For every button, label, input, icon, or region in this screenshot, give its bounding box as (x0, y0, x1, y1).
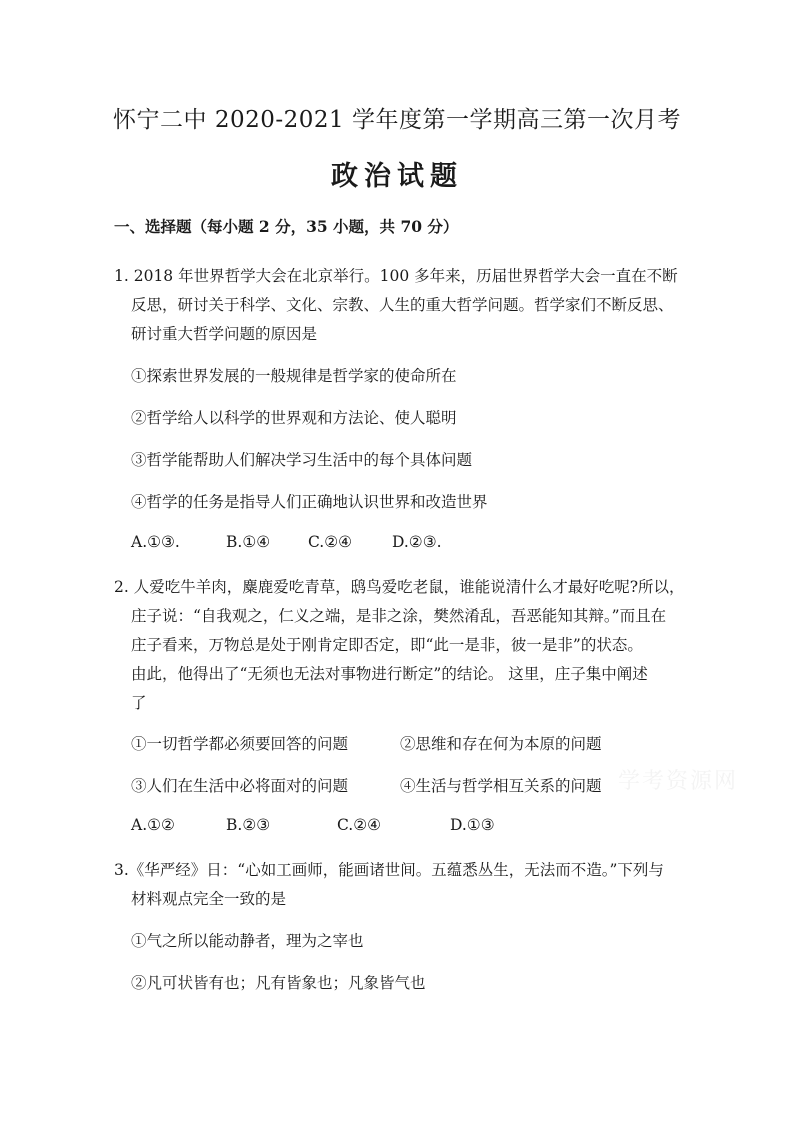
question-3-stem-line-1: 3.《华严经》日：“心如工画师，能画诸世间。五蕴悉丛生，无法而不造。”下列与 (114, 861, 664, 879)
exam-subject-title: 政治试题 (331, 161, 463, 192)
exam-title: 怀宁二中 2020-2021 学年度第一学期高三第一次月考 (113, 107, 681, 133)
question-2-stem-line-4: 由此，他得出了“无须也无法对事物进行断定”的结论。 这里，庄子集中阐述 (131, 665, 648, 683)
question-1-statement-4: ④哲学的任务是指导人们正确地认识世界和改造世界 (131, 493, 488, 511)
question-2-stem-line-2: 庄子说：“自我观之，仁义之端，是非之涂，樊然淆乱，吾恶能知其辩。”而且在 (131, 607, 667, 625)
question-1-stem-line-1: 1. 2018 年世界哲学大会在北京举行。100 多年来，历届世界哲学大会一直在不断 (114, 267, 678, 285)
question-2-statement-1: ①一切哲学都必须要回答的问题 (131, 735, 349, 753)
question-2-stem-line-1: 2. 人爱吃牛羊肉，麋鹿爱吃青草，鸱鸟爱吃老鼠，谁能说清什么才最好吃呢?所以， (114, 578, 685, 596)
watermark: 学考资源网 (618, 769, 739, 794)
question-1-choice-a: A.①③. (131, 533, 180, 551)
question-2-stem-line-5: 了 (131, 694, 147, 712)
question-2-statement-3: ③人们在生活中必将面对的问题 (131, 777, 349, 795)
question-1-statement-1: ①探索世界发展的一般规律是哲学家的使命所在 (131, 367, 457, 385)
question-1-choice-c: C.②④ (308, 533, 353, 551)
question-1-statement-2: ②哲学给人以科学的世界观和方法论、使人聪明 (131, 409, 457, 427)
question-2-statement-4: ④生活与哲学相互关系的问题 (400, 777, 602, 795)
question-2-choice-b: B.②③ (226, 816, 271, 834)
question-1-statement-3: ③哲学能帮助人们解决学习生活中的每个具体问题 (131, 451, 473, 469)
question-2-statement-2: ②思维和存在何为本原的问题 (400, 735, 602, 753)
question-2-choice-d: D.①③ (450, 816, 495, 834)
question-1-choice-d: D.②③. (392, 533, 442, 551)
section-heading: 一、选择题（每小题 2 分，35 小题，共 70 分） (114, 217, 459, 236)
question-1-stem-line-3: 研讨重大哲学问题的原因是 (131, 325, 318, 343)
question-3-statement-2: ②凡可状皆有也；凡有皆象也；凡象皆气也 (131, 974, 426, 992)
question-3-statement-1: ①气之所以能动静者，理为之宰也 (131, 932, 364, 950)
question-2-choice-c: C.②④ (337, 816, 382, 834)
question-2-choice-a: A.①② (131, 816, 175, 834)
question-2-stem-line-3: 庄子看来，万物总是处于刚肯定即否定，即“此一是非，彼一是非”的状态。 (131, 636, 643, 654)
question-1-choice-b: B.①④ (226, 533, 271, 551)
question-1-stem-line-2: 反思，研讨关于科学、文化、宗教、人生的重大哲学问题。哲学家们不断反思、 (131, 296, 674, 314)
question-3-stem-line-2: 材料观点完全一致的是 (131, 890, 287, 908)
